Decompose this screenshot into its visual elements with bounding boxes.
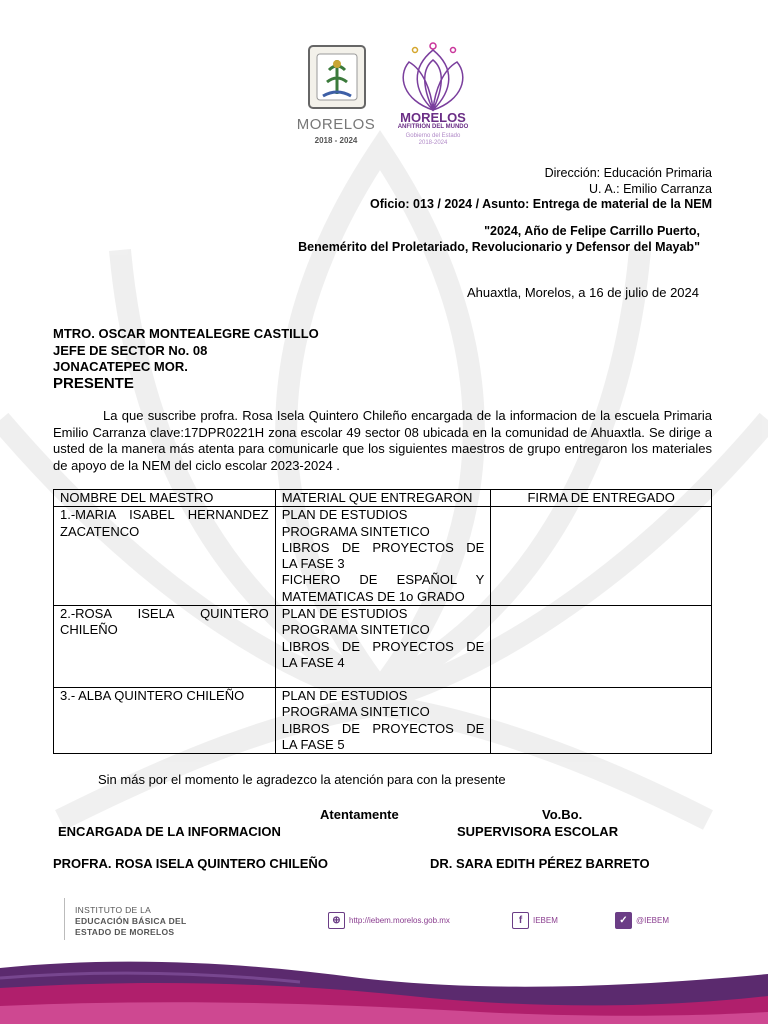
table-header-row	[54, 490, 712, 507]
header-block	[370, 166, 712, 213]
addressee-name: MTRO. OSCAR MONTEALEGRE CASTILLO	[53, 326, 319, 341]
vobo-label: Vo.Bo.	[542, 807, 583, 822]
left-signer-role: ENCARGADA DE LA INFORMACION	[58, 824, 281, 839]
material-line: PLAN DE ESTUDIOS	[281, 606, 408, 622]
addressee-role: JEFE DE SECTOR No. 08	[53, 342, 208, 358]
teacher-cell	[54, 688, 276, 754]
left-signer-name: PROFRA. ROSA ISELA QUINTERO CHILEÑO	[53, 856, 328, 871]
teacher-cell	[54, 507, 276, 606]
material-line: LA FASE 5	[281, 736, 345, 752]
header-unidad: U. A.: Emilio Carranza	[589, 181, 712, 196]
material-line: PLAN DE ESTUDIOS	[281, 688, 408, 704]
teacher-cell	[54, 606, 276, 688]
header-cell-name: NOMBRE DEL MAESTRO	[54, 490, 276, 507]
teacher-line: CHILEÑO	[60, 622, 118, 638]
coat-of-arms-icon	[307, 44, 367, 110]
body-paragraph	[53, 408, 712, 474]
footer-twitter-text: @IEBEM	[636, 916, 670, 925]
material-line: PLAN DE ESTUDIOS	[281, 507, 408, 523]
material-line: LA FASE 3	[281, 556, 345, 572]
footer-twitter[interactable]	[615, 912, 669, 929]
footer-website-text: http://iebem.morelos.gob.mx	[349, 916, 450, 925]
addressee-block	[53, 326, 319, 392]
material-cell	[275, 606, 491, 688]
material-cell	[275, 688, 491, 754]
header-direccion: Dirección: Educación Primaria	[544, 166, 712, 180]
institute-name	[75, 905, 186, 938]
table-row	[54, 606, 712, 688]
addressee-place: JONACATEPEC MOR.	[53, 359, 188, 374]
globe-icon: ⊕	[328, 912, 345, 929]
motto-line-2: Benemérito del Proletariado, Revolucionario y Defensor del Mayab"	[298, 239, 700, 254]
left-logo-years: 2018 - 2024	[314, 136, 358, 145]
body-paragraph-text: La que suscribe profra. Rosa Isela Quintero Chileño encargada de la informacion de la escuela Primaria Emilio Carranza clave:17DPR0221H zona escolar 49 sector 08 ubicada en la comunidad de Ahuaxtla. Se dirige a usted de la manera más atenta para comunicarle que los siguientes maestros de grupo entregaron los materiales de apoyo de la NEM del ciclo escolar 2023-2024 .	[53, 408, 712, 473]
footer-facebook[interactable]	[512, 912, 558, 929]
facebook-icon: f	[512, 912, 529, 929]
material-line: LIBROS DE PROYECTOS DE	[281, 720, 485, 736]
teacher-line: 2.-ROSA ISELA QUINTERO	[60, 606, 269, 622]
header-cell-signature: FIRMA DE ENTREGADO	[491, 490, 712, 507]
left-logo-name: MORELOS	[296, 116, 376, 133]
addressee-presente: PRESENTE	[53, 374, 134, 392]
header-cell-material: MATERIAL QUE ENTREGARON	[275, 490, 491, 507]
footer-wave-band	[0, 948, 768, 1024]
right-logo-sub: Gobierno del Estado	[405, 133, 461, 139]
institute-line-2: EDUCACIÓN BÁSICA DEL	[75, 916, 187, 926]
material-line: PROGRAMA SINTETICO	[281, 622, 430, 638]
institute-line-3: ESTADO DE MORELOS	[75, 927, 175, 937]
right-signer-name: DR. SARA EDITH PÉREZ BARRETO	[430, 856, 650, 871]
twitter-icon: ✓	[615, 912, 632, 929]
right-logo-name: MORELOS	[400, 110, 466, 125]
motto-line-1: "2024, Año de Felipe Carrillo Puerto,	[484, 224, 700, 238]
signature-cell	[491, 688, 712, 754]
header-oficio: Oficio: 013 / 2024 / Asunto: Entrega de material de la NEM	[370, 197, 712, 211]
table-row	[54, 507, 712, 606]
material-line: LA FASE 4	[281, 654, 345, 670]
signature-cell	[491, 507, 712, 606]
material-line: LIBROS DE PROYECTOS DE	[281, 638, 485, 654]
right-logo-years: 2018-2024	[418, 140, 448, 146]
material-line: PROGRAMA SINTETICO	[281, 523, 430, 539]
material-line: MATEMATICAS DE 1o GRADO	[281, 588, 465, 604]
date-line: Ahuaxtla, Morelos, a 16 de julio de 2024	[467, 285, 699, 300]
morelos-seal-logo	[292, 44, 380, 154]
right-logo-tagline: ANFITRIÓN DEL MUNDO	[397, 124, 469, 130]
atentamente-label: Atentamente	[320, 807, 399, 822]
footer-divider	[64, 898, 65, 940]
signature-cell	[491, 606, 712, 688]
material-line: FICHERO DE ESPAÑOL Y	[281, 572, 485, 588]
closing-text: Sin más por el momento le agradezco la atención para con la presente	[98, 772, 506, 787]
morelos-flower-logo	[388, 40, 478, 152]
flower-icon	[393, 40, 473, 112]
footer-website[interactable]	[328, 912, 450, 929]
institute-line-1: INSTITUTO DE LA	[75, 905, 152, 915]
material-line: LIBROS DE PROYECTOS DE	[281, 539, 485, 555]
table-row	[54, 688, 712, 754]
teacher-line: 3.- ALBA QUINTERO CHILEÑO	[60, 688, 245, 704]
motto-block	[298, 224, 700, 255]
footer-facebook-text: IEBEM	[533, 916, 558, 925]
teacher-line: 1.-MARIA ISABEL HERNANDEZ	[60, 507, 269, 523]
material-line: PROGRAMA SINTETICO	[281, 704, 430, 720]
material-cell	[275, 507, 491, 606]
materials-table	[53, 489, 712, 754]
right-signer-role: SUPERVISORA ESCOLAR	[457, 824, 619, 839]
teacher-line: ZACATENCO	[60, 523, 140, 539]
